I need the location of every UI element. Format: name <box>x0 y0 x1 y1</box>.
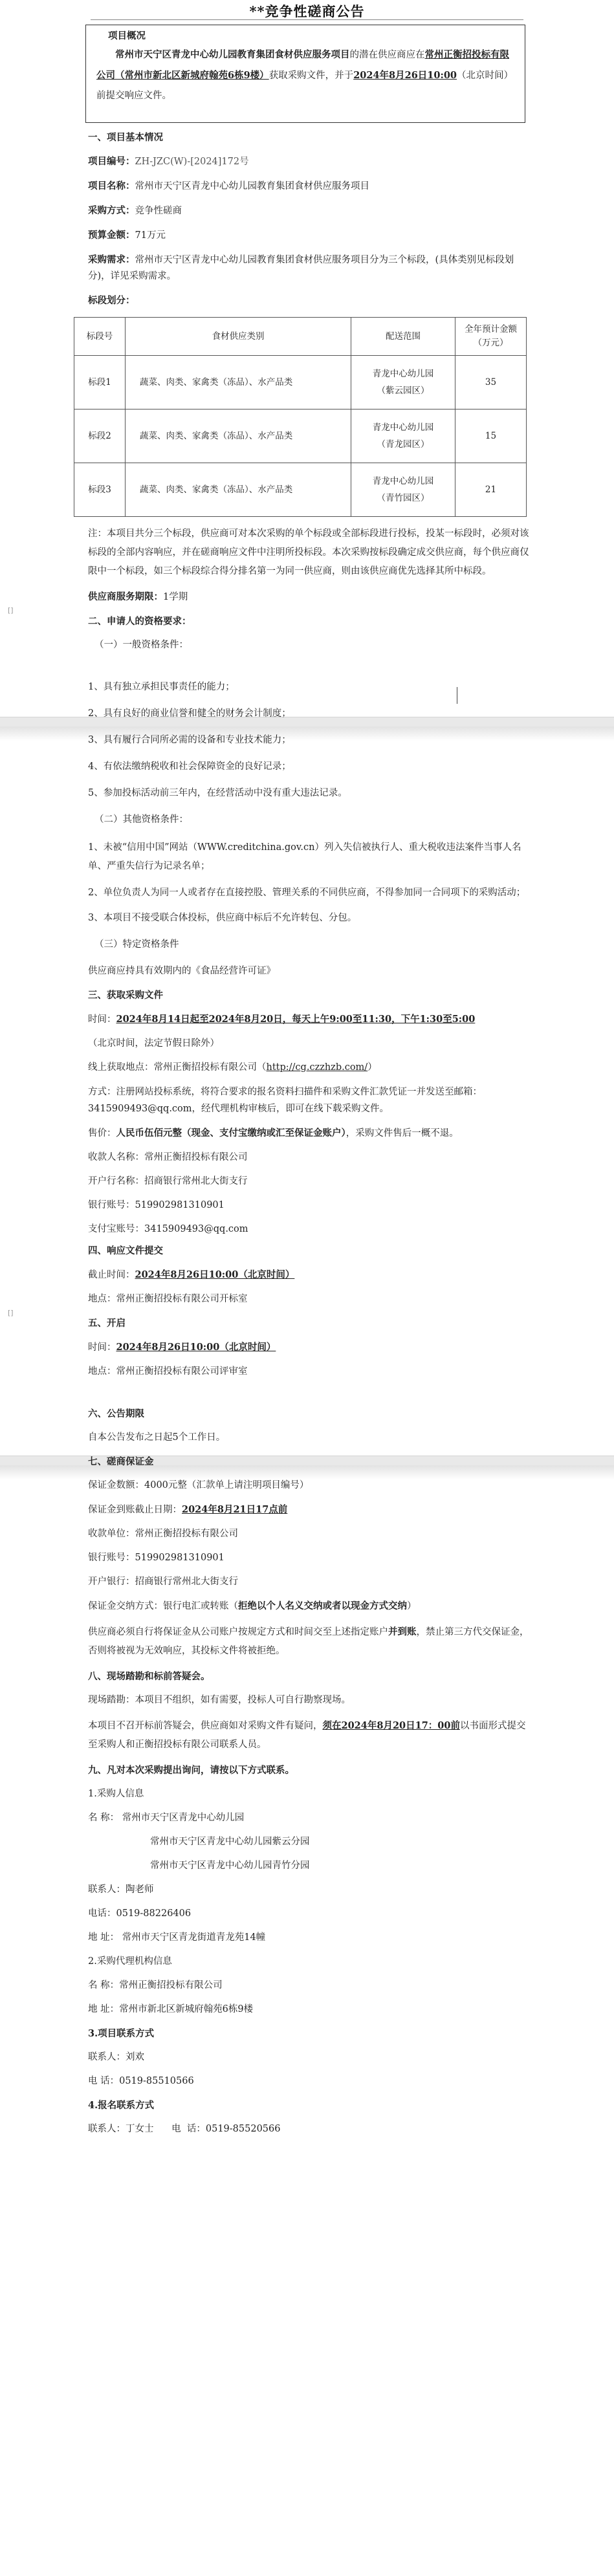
submit-place: 地点：常州正衡招投标有限公司开标室 <box>88 1294 248 1304</box>
field-value: 2024年8月14日起至2024年8月20日，每天上午9:00至11:30，下午1:30至5:00 <box>116 1014 476 1025</box>
list-item: 5、参加投标活动前三年内，在经营活动中没有重大违法记录。 <box>88 788 347 798</box>
field-label: 采购方式： <box>88 205 135 216</box>
field-value: 常州市天宁区青龙中心幼儿园教育集团食材供应服务项目 <box>135 181 369 191</box>
field-label: 时间： <box>88 1342 116 1353</box>
buyer-contact: 联系人：陶老师 <box>88 1884 154 1895</box>
table-row <box>74 409 527 463</box>
section-heading: 二、申请人的资格要求： <box>88 616 192 627</box>
overview-text-b: 获取采购文件，并于 <box>269 71 354 82</box>
project-name <box>88 178 534 195</box>
list-item: 3、本项目不接受联合体投标，供应商中标后不允许转包、分包。 <box>88 913 357 923</box>
list-item: 2、单位负责人为同一人或者存在直接控股、管理关系的不同供应商，不得参加同一合同项下的采购活动； <box>88 888 526 898</box>
buyer-name-branch: 常州市天宁区青龙中心幼儿园紫云分园 <box>150 1837 310 1847</box>
field-value: ZH-JZC(W)-[2024]172号 <box>135 157 249 167</box>
registration-heading: 4.报名联系方式 <box>88 2100 155 2111</box>
table-row <box>74 356 527 409</box>
table-cell: 21 <box>455 463 527 517</box>
field-value: 人民币伍佰元整（现金、支付宝缴纳或汇至保证金账户） <box>116 1128 346 1139</box>
range-name: 青龙中心幼儿园 <box>372 422 434 433</box>
table-header: 配送范围 <box>351 318 455 356</box>
overview-text <box>96 45 516 106</box>
overview-agency: 常州正衡招投标有限公司（常州市新北区新城府翰苑6栋9楼） <box>96 49 509 82</box>
deposit-method <box>88 1598 534 1615</box>
website-link[interactable]: http://cg.czzhzb.com/ <box>266 1062 368 1073</box>
table-cell: 35 <box>455 356 527 409</box>
agent-name: 名 称：常州正衡招投标有限公司 <box>88 1980 223 1991</box>
table-cell: 蔬菜、肉类、家禽类（冻品）、水产品类 <box>126 356 351 409</box>
overview-box <box>85 25 525 123</box>
budget-amount <box>88 227 534 244</box>
title-rule <box>91 19 523 20</box>
field-value: 常州市天宁区青龙中心幼儿园教育集团食材供应服务项目分为三个标段，(具体类别见标段划分)，详见采购需求。 <box>88 255 514 281</box>
buyer-name-branch: 常州市天宁区青龙中心幼儿园青竹分园 <box>150 1861 310 1871</box>
list-item: 2、具有良好的商业信誉和健全的财务会计制度； <box>88 708 291 719</box>
pre-bid-meeting <box>88 1716 534 1754</box>
table-cell <box>351 356 455 409</box>
table-cell: 标段1 <box>74 356 126 409</box>
buyer-name: 名 称： 常州市天宁区青龙中心幼儿园 <box>88 1813 245 1823</box>
field-value: 并到账 <box>388 1626 417 1637</box>
field-label: 采购需求： <box>88 254 135 265</box>
range-campus: （紫云园区） <box>377 386 430 396</box>
lots-label <box>88 292 534 309</box>
range-name: 青龙中心幼儿园 <box>372 369 434 379</box>
table-header: 全年预计金额（万元） <box>455 318 527 356</box>
notice-period: 自本公告发布之日起5个工作日。 <box>88 1432 226 1443</box>
table-row <box>74 463 527 517</box>
alipay-account: 支付宝账号：3415909493@qq.com <box>88 1224 248 1234</box>
table-header: 食材供应类别 <box>126 318 351 356</box>
overview-text-a: 的潜在供应商应在 <box>349 50 425 61</box>
table-cell: 15 <box>455 409 527 463</box>
table-cell: 蔬菜、肉类、家禽类（冻品）、水产品类 <box>126 409 351 463</box>
field-label: 保证金交纳方式：银行电汇或转账（ <box>88 1601 238 1611</box>
acquire-method: 方式：注册网站投标系统，将符合要求的报名资料扫描件和采购文件汇款凭证一并发送至邮箱：3415909493@qq.com，经代理机构审核后，即可在线下载采购文件。 <box>88 1087 482 1114</box>
agent-address: 地 址：常州市新北区新城府翰苑6栋9楼 <box>88 2004 254 2014</box>
deposit-warning <box>88 1622 534 1661</box>
project-contact-person: 联系人：刘欢 <box>88 2052 144 2062</box>
field-value: 2024年8月21日17点前 <box>182 1504 288 1515</box>
opening-place: 地点：常州正衡招投标有限公司评审室 <box>88 1366 248 1377</box>
field-value: 拒绝以个人名义交纳或者以现金方式交纳 <box>238 1600 407 1611</box>
field-label: 供应商服务期限： <box>88 591 163 602</box>
deposit-payee: 收款单位：常州正衡招投标有限公司 <box>88 1529 238 1539</box>
list-item: 3、具有履行合同所必需的设备和专业技术能力； <box>88 735 291 745</box>
section-heading: 九、凡对本次采购提出询问，请按以下方式联系。 <box>88 1765 294 1776</box>
document-title: **竞争性磋商公告 <box>249 3 365 19</box>
acquire-online <box>88 1060 534 1076</box>
table-cell <box>351 463 455 517</box>
field-value: 1学期 <box>163 592 188 602</box>
table-header-row <box>74 318 527 356</box>
overview-heading: 项目概况 <box>108 30 146 41</box>
registration-contact: 联系人：丁女士 电 话：0519-85520566 <box>88 2124 281 2134</box>
margin-bracket-icon: [] <box>8 606 14 615</box>
buyer-address: 地 址： 常州市天宁区青龙街道青龙苑14幢 <box>88 1932 266 1943</box>
field-label: 截止时间： <box>88 1270 135 1280</box>
section-heading: 六、公告期限 <box>88 1408 144 1419</box>
deposit-amount: 保证金数额：4000元整（汇款单上请注明项目编号） <box>88 1480 309 1490</box>
field-label: 线上获取地点：常州正衡招投标有限公司（ <box>88 1062 267 1073</box>
field-label: 项目编号： <box>88 156 135 167</box>
field-text: ，采购文件售后一概不退。 <box>345 1128 459 1139</box>
list-item: 供应商应持具有效期内的《食品经营许可证》 <box>88 966 276 976</box>
procurement-method <box>88 202 534 219</box>
section-heading: 四、响应文件提交 <box>88 1245 163 1256</box>
buyer-heading: 1.采购人信息 <box>88 1789 144 1799</box>
acquire-time-note: （北京时间，法定节假日除外） <box>88 1038 219 1049</box>
range-name: 青龙中心幼儿园 <box>372 476 434 486</box>
table-cell <box>351 409 455 463</box>
lots-note: 注：本项目共分三个标段，供应商可对本次采购的单个标段或全部标段进行投标，投某一标段时，必须对该标段的全部内容响应，并在磋商响应文件中注明所投标段。本次采购按标段确定成交供应商，每个供应商仅限中一个标段，如三个标段综合得分排名第一为同一供应商，则由该供应商优先选择其所中标段。 <box>88 529 529 576</box>
opening-time <box>88 1339 534 1356</box>
field-text: ） <box>367 1062 377 1073</box>
acquire-time <box>88 1011 534 1028</box>
project-contact-phone: 电 话：0519-85510566 <box>88 2076 194 2086</box>
deposit-due <box>88 1501 534 1518</box>
field-text: 本项目不召开标前答疑会，供应商如对采购文件有疑问， <box>88 1721 323 1731</box>
subsection-heading: （三）特定资格条件 <box>94 939 179 950</box>
field-label: 售价： <box>88 1128 116 1139</box>
field-value: 竞争性磋商 <box>135 206 182 216</box>
field-label: 时间： <box>88 1014 116 1025</box>
document-body <box>88 129 534 2145</box>
range-campus: （青龙园区） <box>377 439 430 450</box>
field-value: 2024年8月26日10:00（北京时间） <box>116 1342 276 1353</box>
section-heading: 五、开启 <box>88 1318 126 1329</box>
overview-text-c: （北京时间）前提交响应文件。 <box>96 71 514 102</box>
deposit-account: 银行账号：519902981310901 <box>88 1553 225 1563</box>
field-text: 供应商必须自行将保证金从公司账户按规定方式和时间交至上述指定账户 <box>88 1627 388 1637</box>
field-label: 保证金到账截止日期： <box>88 1505 182 1515</box>
document-price <box>88 1125 534 1142</box>
list-item: 4、有依法缴纳税收和社会保障资金的良好记录； <box>88 761 291 772</box>
procurement-requirement <box>88 252 534 285</box>
site-survey: 现场踏勘：本项目不组织，如有需要，投标人可自行勘察现场。 <box>88 1695 351 1705</box>
table-cell: 标段2 <box>74 409 126 463</box>
field-text: ） <box>407 1601 417 1611</box>
payee-name: 收款人名称：常州正衡招投标有限公司 <box>88 1152 248 1162</box>
field-label: 预算金额： <box>88 230 135 241</box>
field-value: 须在2024年8月20日17：00前 <box>322 1720 460 1731</box>
range-campus: （青竹园区） <box>377 493 430 503</box>
lots-table <box>74 317 527 517</box>
subsection-heading: （二）其他资格条件： <box>94 814 188 825</box>
agent-heading: 2.采购代理机构信息 <box>88 1956 172 1967</box>
bank-account: 银行账号：519902981310901 <box>88 1200 225 1210</box>
subsection-heading: （一）一般资格条件： <box>94 640 188 650</box>
buyer-phone: 电话：0519-88226406 <box>88 1908 192 1919</box>
overview-deadline: 2024年8月26日10:00 <box>353 70 457 82</box>
service-period <box>88 589 534 606</box>
submit-deadline <box>88 1267 534 1283</box>
section-heading: 三、获取采购文件 <box>88 990 163 1001</box>
section-heading: 八、现场踏勘和标前答疑会。 <box>88 1671 210 1682</box>
field-label: 项目名称： <box>88 180 135 191</box>
margin-bracket-icon: [] <box>8 1309 14 1317</box>
overview-project: 常州市天宁区青龙中心幼儿园教育集团食材供应服务项目 <box>115 49 350 61</box>
list-item: 1、具有独立承担民事责任的能力； <box>88 682 235 692</box>
table-cell: 标段3 <box>74 463 126 517</box>
project-contact-heading: 3.项目联系方式 <box>88 2028 155 2039</box>
section-heading: 七、磋商保证金 <box>88 1456 154 1467</box>
section-heading: 一、项目基本情况 <box>88 132 163 143</box>
list-item: 1、未被“信用中国”网站（WWW.creditchina.gov.cn）列入失信被执行人、重大税收违法案件当事人名单、严重失信行为记录名单； <box>88 842 521 871</box>
field-value: 2024年8月26日10:00（北京时间） <box>135 1269 295 1280</box>
deposit-bank: 开户银行：招商银行常州北大街支行 <box>88 1577 238 1587</box>
field-label: 标段划分： <box>88 295 135 306</box>
field-text: 以书面形式提交至采购人和正衡招投标有限公司联系人员。 <box>88 1721 526 1750</box>
field-text: ，禁止第三方代交保证金，否则将被视为无效响应，其投标文件将被拒绝。 <box>88 1627 529 1656</box>
table-cell: 蔬菜、肉类、家禽类（冻品）、水产品类 <box>126 463 351 517</box>
field-value: 71万元 <box>135 230 166 241</box>
table-header: 标段号 <box>74 318 126 356</box>
project-number <box>88 153 534 170</box>
bank-name: 开户行名称：招商银行常州北大街支行 <box>88 1176 248 1186</box>
